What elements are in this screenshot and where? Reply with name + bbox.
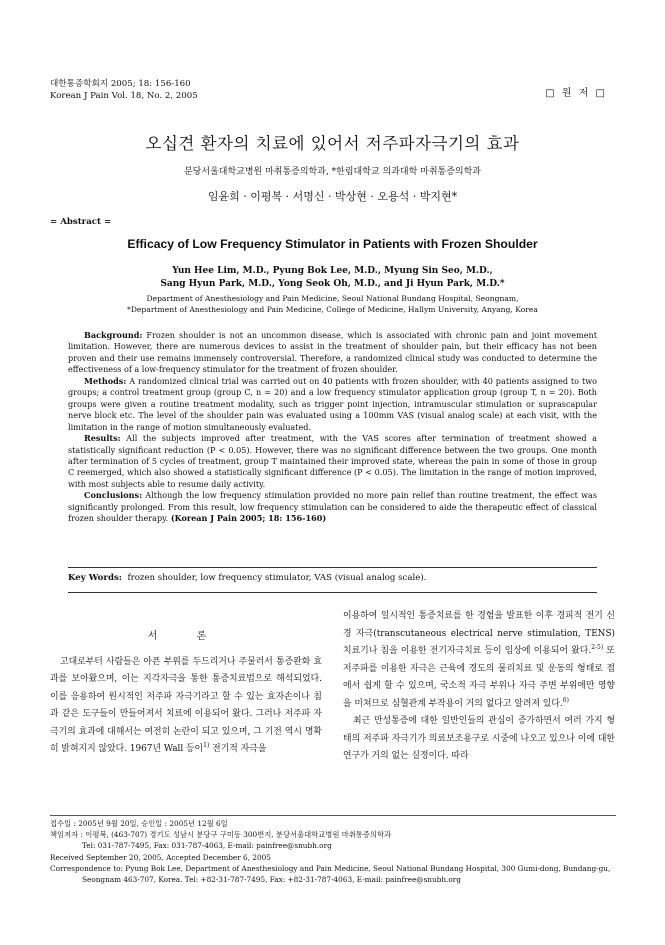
results-text: All the subjects improved after treatment, with the VAS scores after termination of treatment showed a statistically significant reduction (P < 0.05). However, there was no significant difference between the two groups. One month after termination of 5 cycles of treatment, group T maintained their improved state, whereas the pain in some of those in group C reemerged, which also showed a statistically significant difference (P < 0.05). The limitation in the range of motion improved, with most subjects able to resume daily activity.: [68, 433, 597, 489]
received-ko: 접수일 : 2005년 9월 20일, 승인일 : 2005년 12월 6일: [50, 819, 228, 828]
background-label: Background:: [84, 330, 143, 340]
abstract-background: [68, 330, 597, 376]
article-type-label: □ 원 저 □: [545, 88, 607, 99]
abstract-label: = Abstract =: [50, 217, 112, 227]
results-label: Results:: [84, 433, 121, 444]
keywords-text: frozen shoulder, low frequency stimulator, VAS (visual analog scale).: [127, 573, 427, 583]
abstract-results: [68, 433, 597, 490]
conclusions-text: Although the low frequency stimulation provided no more pain relief than routine treatment, the effect was significantly prolonged. From this result, low frequency stimulation can be considered to aide the therapeutic effect of classical frozen shoulder therapy.: [68, 490, 597, 524]
affiliation-korean: 분당서울대학교병원 마취통증의학과, *한림대학교 의과대학 마취통증의학과: [183, 167, 481, 177]
methods-text: A randomized clinical trial was carried out on 40 patients with frozen shoulder, with 40 patients assigned to two groups; a control treatment group (group C, n = 20) and a low frequency stimulator application group (group T, n = 20). Both groups were given a routine treatment modality, such as trigger point injection, intramuscular stimulation or suprascapular nerve block etc. The level of the shoulder pain was evaluated using a 100mm VAS (visual analog scale) at each visit, with the limitation in the range of motion simultaneously evaluated.: [68, 375, 597, 432]
body-column-right: [343, 608, 615, 766]
contact-ko: Tel: 031-787-7495, Fax: 031-787-4063, E-mail: painfree@snubh.org: [82, 841, 332, 851]
correspondence-en: Correspondence to: Pyung Bok Lee, Department of Anesthesiology and Pain Medicine, Seoul National Bundang Hospital, 300 Gumi-dong, Bundang-gu,: [50, 863, 611, 873]
keywords-label: Key Words:: [68, 573, 122, 583]
contact-en: Seongnam 463-707, Korea. Tel: +82-31-787-7495, Fax: +82-31-787-4063, E-mail: painfree@snubh.org: [82, 875, 461, 885]
citation-ref: 2-5): [591, 644, 604, 652]
keywords-bottom-rule: [68, 592, 597, 593]
correspondence-ko: 책임저자 : 이평복, (463-707) 경기도 성남시 분당구 구미동 300번지, 분당서울대학교병원 마취통증의학과: [50, 830, 392, 840]
authors-english-line2: Sang Hyun Park, M.D., Yong Seok Oh, M.D., and Ji Hyun Park, M.D.*: [160, 279, 505, 289]
background-text: Frozen shoulder is not an uncommon disease, which is associated with chronic pain and joint movement limitation. However, there are numerous devices to assist in the treatment of shoulder pain, but their efficacy has not been proven and their use remains immensely controversial. Therefore, a randomized clinical study was conducted to determine the effectiveness of a low-frequency stimulator for the treatment of frozen shoulder.: [68, 330, 597, 375]
body-column-left: [50, 608, 322, 759]
departments-english: [0, 294, 665, 315]
citation-ref: 6): [562, 696, 569, 704]
abstract-methods: [68, 376, 597, 433]
department-line1: Department of Anesthesiology and Pain Medicine, Seoul National Bundang Hospital, Seongnam,: [146, 294, 519, 303]
conclusions-label: Conclusions:: [84, 490, 143, 501]
footnote-rule: [50, 815, 616, 816]
authors-english: [0, 265, 665, 291]
citation-ref: 1): [203, 742, 210, 750]
journal-name-ko: 대한통증학회지 2005; 18: 156-160: [50, 79, 191, 89]
keywords-top-rule: [68, 567, 597, 568]
abstract-conclusions: [68, 490, 597, 524]
section-title-introduction: 서 론: [147, 631, 225, 642]
title-korean: 오십견 환자의 치료에 있어서 저주파자극기의 효과: [145, 134, 520, 153]
intro-paragraph-continued: 이용하여 일시적인 통증치료를 한 경험을 발표한 이후 경피적 전기 신경 자극(transcutaneous electrical nerve stimulation, TENS) 치료기나 침을 이용한 전기자극치료 등이 임상에 이용되어 왔다.$^{2-5)}$ 또 저주파를 이용한 자극은 근육에 경도의 물리치료 및 운동의 형태로 접에서 쉽게 할 수 있으며, 국소적 자극 부위나 자극 주변 부위에만 영향을 미쳐므로 심혈관계 부작용이 거의 없다고 알려져 있다.$^{6)}$: [343, 611, 615, 709]
authors-korean: 임윤희 · 이평복 · 서명신 · 박상현 · 오용석 · 박지현*: [207, 190, 458, 203]
footnotes: [50, 818, 620, 885]
intro-paragraph-1: 고대로부터 사람들은 아픈 부위를 두드리거나 주물러서 통증완화 효과를 보아왔으며, 이는 지각자극을 통한 통증치료법으로 해석되었다. 이를 응용하여 원시적인 저주파 자극기라고 할 수 있는 효자손이나 침과 같은 도구들이 만들어져서 치료에 이용되어 왔다. 그러나 저주파 자극기의 효과에 대해서는 여전히 논란이 되고 있으며, 그 기전 역시 명확히 밝혀지지 않았다. 1967년 Wall 등이$^{1)}$ 전기적 자극을: [50, 656, 322, 754]
authors-english-line1: Yun Hee Lim, M.D., Pyung Bok Lee, M.D., Myung Sin Seo, M.D.,: [172, 266, 493, 276]
methods-label: Methods:: [84, 375, 127, 386]
abstract-citation: (Korean J Pain 2005; 18: 156-160): [170, 513, 327, 524]
department-line2: *Department of Anesthesiology and Pain Medicine, College of Medicine, Hallym University, Anyang, Korea: [127, 304, 538, 314]
keywords: [68, 573, 597, 583]
journal-name-en: Korean J Pain Vol. 18, No. 2, 2005: [50, 91, 198, 101]
title-english: Efficacy of Low Frequency Stimulator in Patients with Frozen Shoulder: [127, 237, 538, 251]
received-en: Received September 20, 2005, Accepted December 6, 2005: [50, 852, 271, 862]
abstract-body: [68, 330, 597, 525]
intro-paragraph-2: 최근 만성통증에 대한 일반인들의 관심이 증가하면서 여러 가지 형태의 저주파 자극기가 의료보조용구로 시중에 나오고 있으나 이에 대한 연구가 거의 없는 실정이다. 따라: [343, 716, 615, 761]
journal-citation: [50, 78, 198, 102]
